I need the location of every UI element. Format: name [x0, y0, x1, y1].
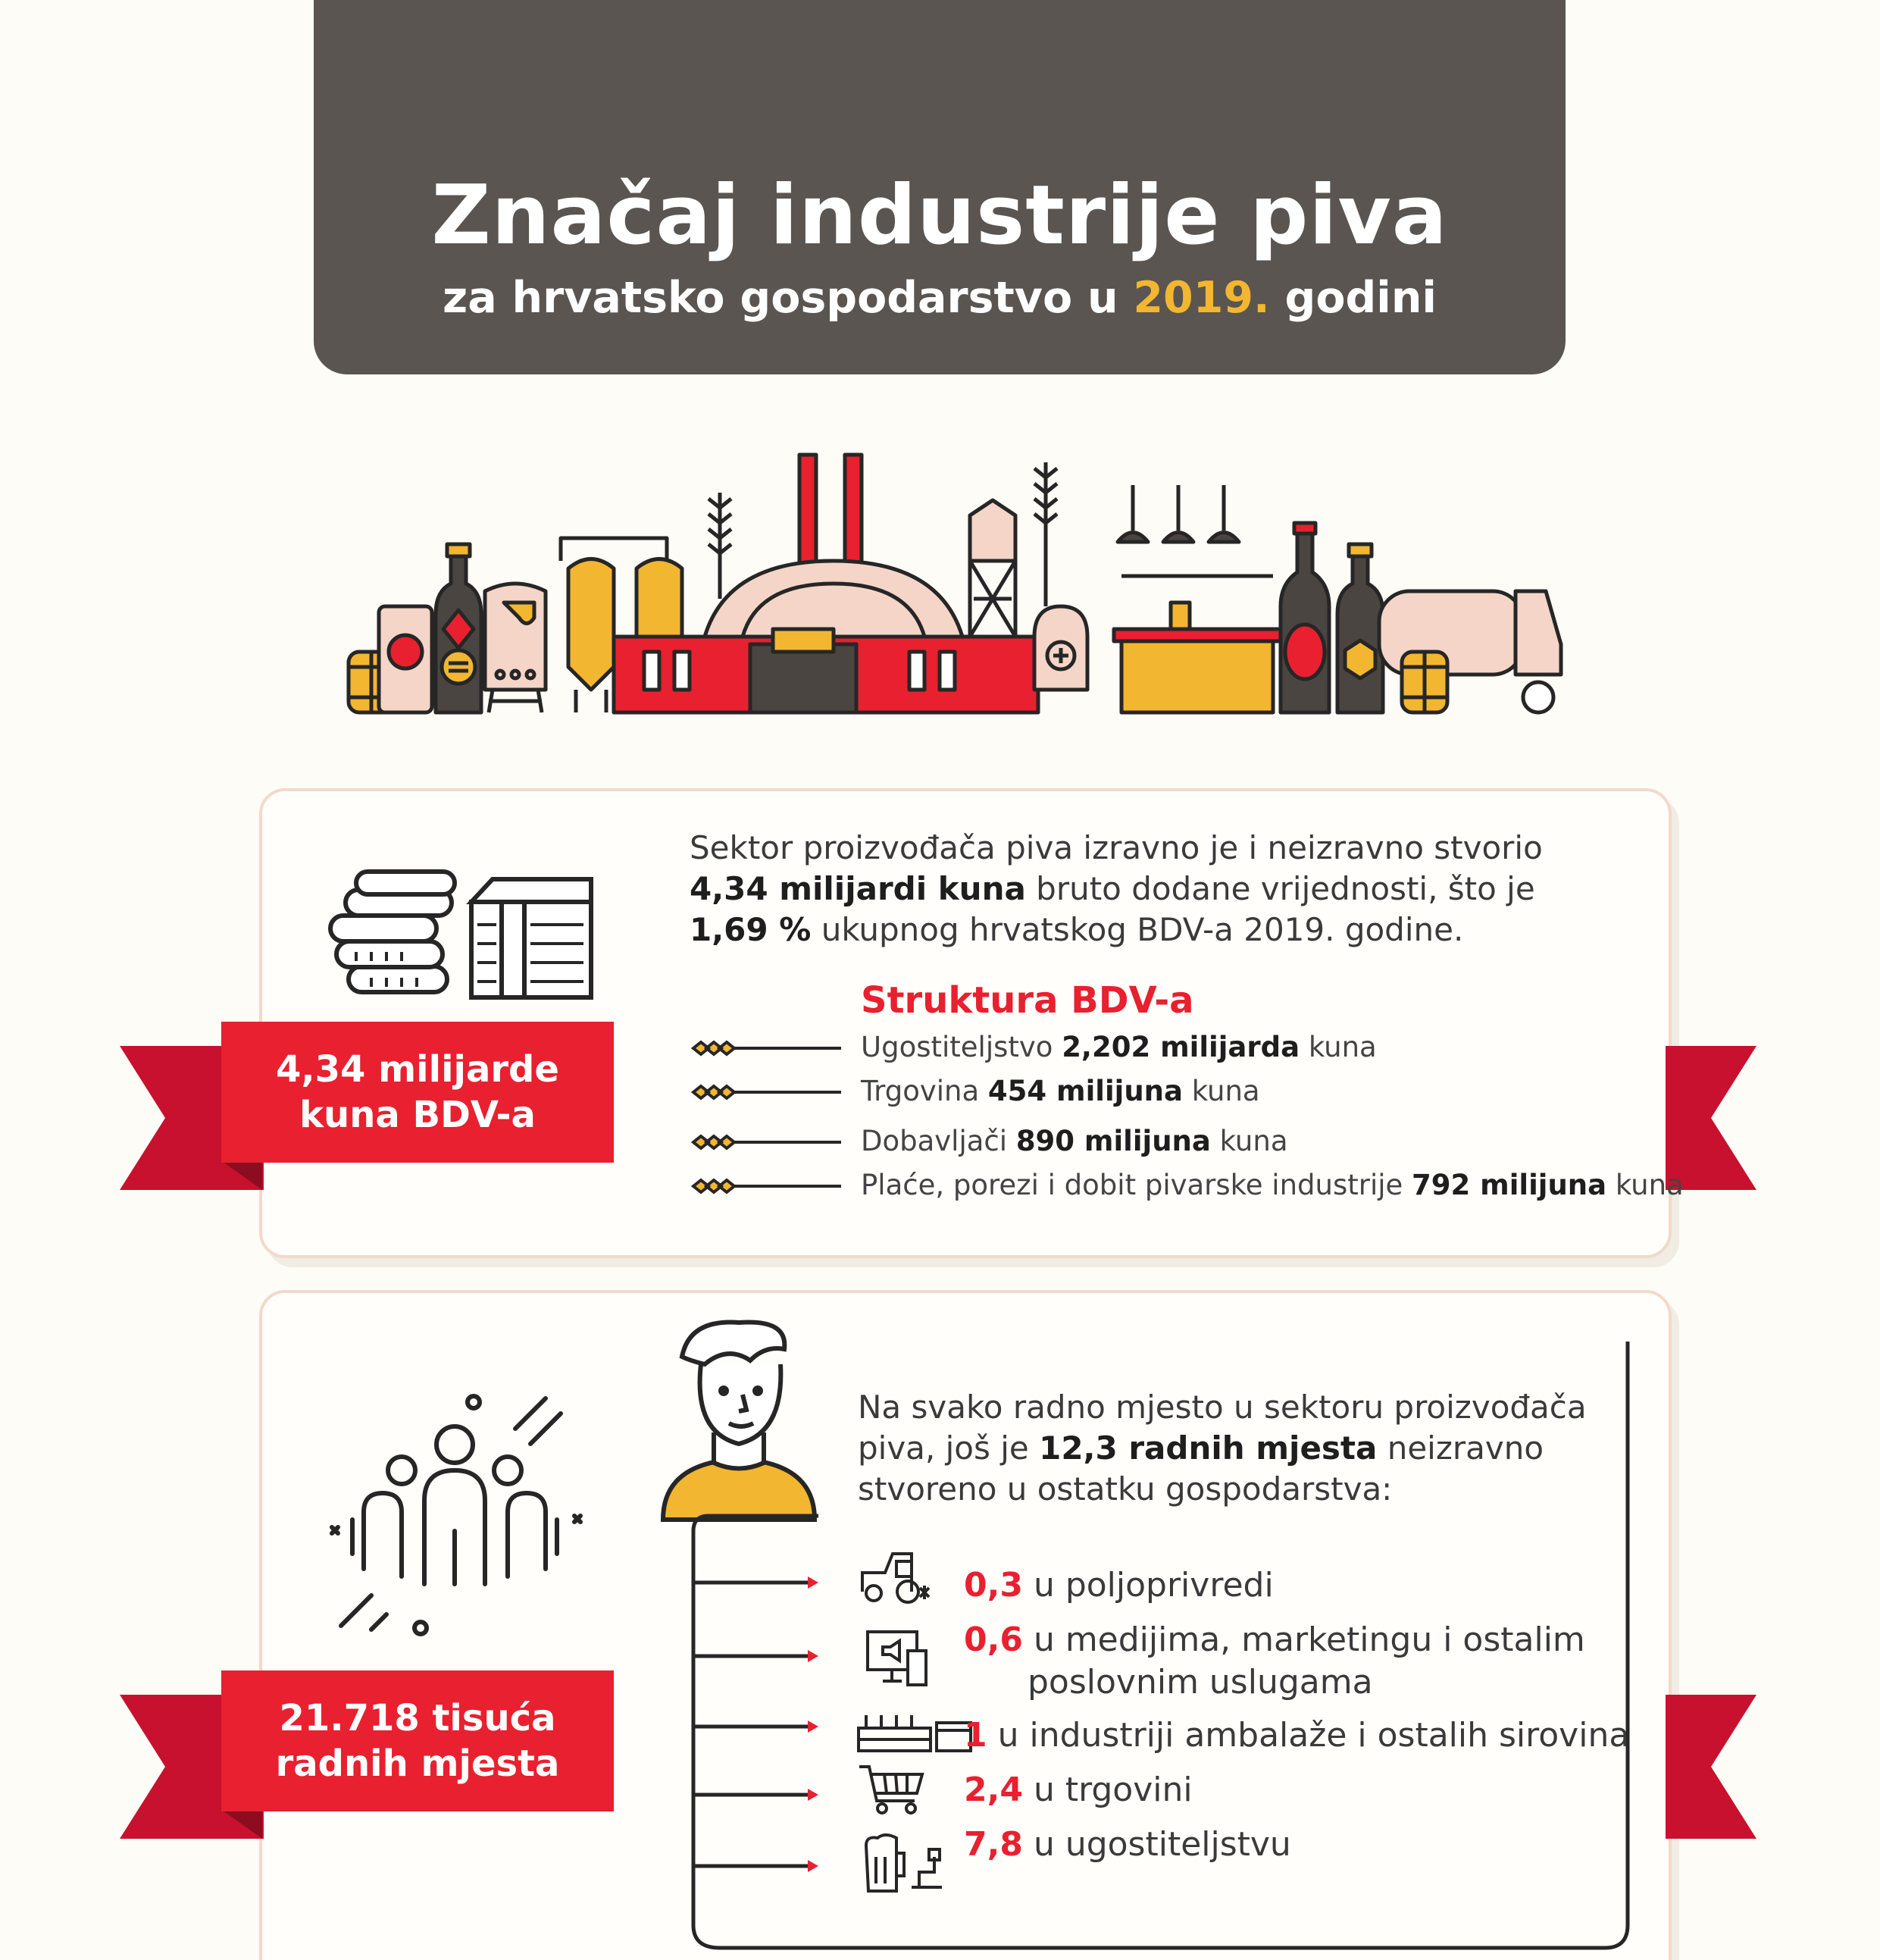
- row-unit: kuna: [1606, 1169, 1684, 1201]
- jobs-intro-line2-pre: piva, još je: [858, 1429, 1040, 1467]
- wheat-line-icon: [690, 1081, 841, 1104]
- subtitle-post: godini: [1269, 273, 1437, 323]
- row-value: 2,202 milijarda: [1062, 1031, 1300, 1063]
- job-item-label: u trgovini: [1022, 1771, 1193, 1809]
- structure-row-trade: [861, 1075, 1260, 1107]
- job-item-value: 0,6: [964, 1620, 1023, 1659]
- job-item-agriculture: [964, 1564, 1274, 1607]
- job-item-label: u medijima, marketingu i ostalim: [1022, 1620, 1585, 1659]
- red-bottle-icon: [1281, 523, 1329, 712]
- tractor-icon: [855, 1546, 938, 1607]
- coins-money-icon: [326, 872, 599, 1000]
- job-item-trade: [964, 1769, 1193, 1811]
- chimney-icon: [799, 455, 816, 568]
- structure-row: [690, 1131, 841, 1157]
- ribbon-fold: [220, 1160, 262, 1190]
- water-tower-icon: [970, 500, 1015, 637]
- gva-intro-line1: Sektor proizvođača piva izravno je i neizravno stvorio: [690, 829, 1543, 866]
- jobs-badge-line1: 21.718 tisuća: [279, 1697, 556, 1739]
- gva-share: 1,69 %: [690, 911, 812, 948]
- row-label: Plaće, porezi i dobit pivarske industrije: [861, 1169, 1412, 1201]
- jobs-intro-line3: stvoreno u ostatku gospodarstva:: [858, 1470, 1393, 1508]
- page-title: Značaj industrije piva: [431, 168, 1448, 263]
- media-icon: [864, 1628, 932, 1689]
- people-group-icon: [311, 1387, 599, 1637]
- jobs-multiplier: 12,3 radnih mjesta: [1039, 1429, 1378, 1467]
- structure-row-suppliers: [861, 1125, 1288, 1157]
- row-label: Dobavljači: [861, 1125, 1016, 1157]
- job-item-label: u industriji ambalaže i ostalih sirovina: [987, 1716, 1630, 1755]
- structure-row: [690, 1081, 841, 1107]
- jobs-badge: [221, 1670, 614, 1811]
- structure-row: [690, 1037, 841, 1063]
- page-subtitle: [314, 273, 1566, 323]
- structure-title: Struktura BDV-a: [861, 979, 1194, 1022]
- structure-row-hospitality: [861, 1031, 1377, 1063]
- jobs-intro-line2-post: neizravno: [1377, 1429, 1544, 1467]
- job-item-label-cont: poslovnim uslugama: [1028, 1663, 1373, 1702]
- wheat-line-icon: [690, 1175, 841, 1198]
- job-item-hospitality: [964, 1824, 1291, 1866]
- gva-total: 4,34 milijardi kuna: [690, 870, 1026, 907]
- ribbon-fold: [220, 1808, 262, 1839]
- job-item-value: 1: [964, 1716, 987, 1755]
- header-banner: [314, 0, 1566, 374]
- brew-kettle-icon: [485, 584, 546, 712]
- brewery-illustration: [333, 447, 1546, 735]
- row-label: Ugostiteljstvo: [861, 1031, 1062, 1063]
- job-item-label: u ugostiteljstvu: [1022, 1825, 1291, 1864]
- row-value: 454 milijuna: [987, 1075, 1183, 1107]
- cart-icon: [858, 1763, 926, 1816]
- job-item-value: 7,8: [964, 1825, 1023, 1864]
- row-value: 792 milijuna: [1412, 1169, 1607, 1201]
- subtitle-pre: za hrvatsko gospodarstvo u: [443, 273, 1134, 323]
- dark-bottle-icon: [436, 544, 481, 712]
- bar-counter-icon: [1114, 576, 1281, 712]
- jobs-intro-line2: [858, 1428, 1646, 1469]
- job-item-packaging: [964, 1714, 1629, 1757]
- gva-intro: [690, 828, 1644, 950]
- row-unit: kuna: [1182, 1075, 1260, 1107]
- beer-tap-icon: [862, 1834, 946, 1895]
- job-item-media: [964, 1619, 1585, 1704]
- job-item-label: u poljoprivredi: [1022, 1566, 1274, 1605]
- gva-badge-line1: 4,34 milijarde: [276, 1048, 559, 1091]
- jobs-badge-line2: radnih mjesta: [275, 1742, 560, 1785]
- job-item-value: 2,4: [964, 1771, 1023, 1809]
- wheat-line-icon: [690, 1037, 841, 1060]
- jobs-intro: [858, 1387, 1646, 1510]
- row-unit: kuna: [1300, 1031, 1377, 1063]
- row-label: Trgovina: [861, 1075, 988, 1107]
- brewery-roof: [705, 561, 962, 637]
- lamps-icon: [1118, 485, 1239, 542]
- subtitle-year: 2019.: [1133, 273, 1270, 323]
- gva-badge-line2: kuna BDV-a: [299, 1094, 536, 1136]
- gva-badge: [221, 1022, 614, 1163]
- wheat-icon: [709, 493, 731, 599]
- row-unit: kuna: [1210, 1125, 1288, 1157]
- gva-intro-line3-rest: ukupnog hrvatskog BDV-a 2019. godine.: [811, 911, 1464, 948]
- gva-intro-line2: [690, 869, 1644, 910]
- structure-row-wages: [861, 1169, 1684, 1201]
- row-value: 890 milijuna: [1015, 1125, 1211, 1157]
- gva-intro-line3: [690, 910, 1644, 950]
- job-item-value: 0,3: [964, 1566, 1023, 1605]
- wheat-line-icon: [690, 1131, 841, 1154]
- jobs-intro-line1: Na svako radno mjesto u sektoru proizvođača: [858, 1389, 1587, 1426]
- structure-row: [690, 1175, 841, 1201]
- ribbon-tail-right: [1666, 1695, 1756, 1839]
- packaging-icon: [855, 1709, 976, 1755]
- gva-intro-line2-rest: bruto dodane vrijednosti, što je: [1025, 870, 1535, 907]
